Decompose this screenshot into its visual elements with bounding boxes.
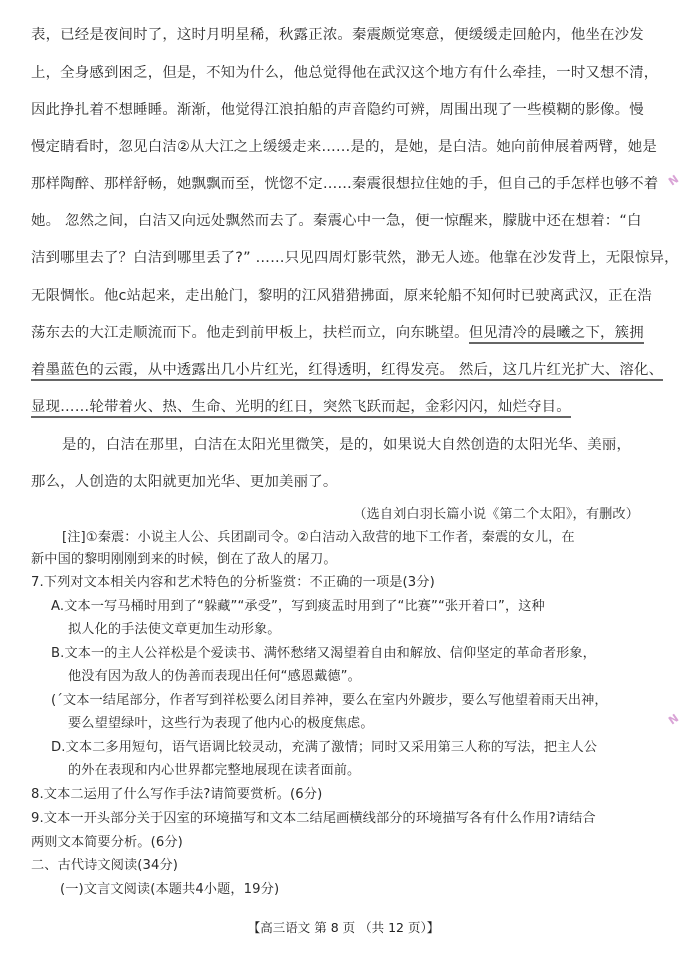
question-9-cont: 两则文本简要分析。(6分) — [31, 835, 183, 850]
option-d: D.文本二多用短句，语气语调比较灵动，充满了激情；同时又采用第三人称的写法，把主人公 — [51, 740, 598, 755]
option-c-cont: 要么望望绿叶，这些行为表现了他内心的极度焦虑。 — [68, 716, 374, 731]
option-b-cont: 他没有因为敌人的伪善而表现出任何“感恩戴德”。 — [68, 669, 361, 684]
watermark-mark: N — [666, 172, 682, 189]
passage-line — [31, 398, 571, 416]
footnote-line: [注]①秦震：小说主人公、兵团副司令。②白洁动入敌营的地下工作者，秦震的女儿，在 — [62, 530, 575, 545]
source-attribution: （选自刘白羽长篇小说《第二个太阳》，有删改） — [353, 507, 639, 522]
underlined-passage: 着墨蓝色的云霞，从中透露出几小片红光，红得透明，红得发亮。 然后，这几片红光扩大、溶化、 — [31, 362, 663, 381]
option-c: (´文本一结尾部分，作者写到祥松要么闭目养神，要么在室内外踱步，要么写他望着雨天出神， — [51, 693, 608, 708]
passage-line: 表，已经是夜间时了，这时月明星稀，秋露正浓。秦震颇觉寒意，便缓缓走回舱内，他坐在沙发 — [31, 27, 644, 43]
option-b: B.文本一的主人公祥松是个爱读书、满怀愁绪又渴望着自由和解放、信仰坚定的革命者形象， — [51, 646, 596, 661]
passage-line: 她。 忽然之间，白洁又向远处飘然而去了。秦震心中一急，便一惊醒来，朦胧中还在想着：“白 — [31, 213, 642, 229]
watermark-mark: N — [666, 711, 682, 728]
question-7-stem: 7.下列对文本相关内容和艺术特色的分析鉴赏：不正确的一项是(3分) — [31, 575, 435, 590]
passage-line: 无限惆怅。他c站起来，走出舱门，黎明的江风猎猎拂面，原来轮船不知何时已驶离武汉，正在浩 — [31, 288, 652, 304]
question-8: 8.文本二运用了什么写作手法?请简要赏析。(6分) — [31, 787, 323, 802]
passage-line: 上，全身感到困乏，但是，不知为什么，他总觉得他在武汉这个地方有什么牵挂，一时又想不清， — [31, 65, 659, 81]
passage-line: 因此挣扎着不想睡睡。渐渐，他觉得江浪拍船的声音隐约可辨，周围出现了一些模糊的影像。慢 — [31, 102, 644, 118]
option-d-cont: 的外在表现和内心世界都完整地展现在读者面前。 — [68, 763, 361, 778]
passage-line: 那么，人创造的太阳就更加光华、更加美丽了。 — [31, 474, 338, 490]
footnote-line: 新中国的黎明刚刚到来的时候，倒在了敌人的屠刀。 — [31, 552, 337, 567]
passage-line: 是的，白洁在那里，白洁在太阳光里微笑，是的，如果说大自然创造的太阳光华、美丽， — [62, 437, 632, 453]
question-9: 9.文本一开头部分关于囚室的环境描写和文本二结尾画横线部分的环境描写各有什么作用?请结合 — [31, 811, 596, 826]
option-a-cont: 拟人化的手法使文章更加生动形象。 — [68, 622, 281, 637]
page-footer: 【高三语文 第 8 页 （共 12 页）】 — [247, 920, 440, 935]
underlined-passage: 显现……轮带着火、热、生命、光明的红日，突然飞跃而起，金彩闪闪，灿烂夺目。 — [31, 399, 571, 418]
section-title: 二、古代诗文阅读(34分) — [31, 858, 179, 873]
passage-line: 那样陶醉、那样舒畅，她飘飘而至，恍惚不定……秦震很想拉住她的手，但自己的手怎样也够不着 — [31, 176, 659, 192]
passage-line — [31, 324, 644, 342]
underlined-passage: 但见清冷的晨曦之下，簇拥 — [469, 325, 644, 344]
option-a: A.文本一写马桶时用到了“躲藏”“承受”，写到痰盂时用到了“比赛”“张开着口”，这种 — [51, 599, 545, 614]
passage-line — [31, 361, 663, 379]
passage-text: 荡东去的大江走顺流而下。他走到前甲板上，扶栏而立，向东眺望。 — [31, 325, 469, 341]
section-subtitle: (一)文言文阅读(本题共4小题，19分) — [60, 882, 280, 897]
passage-line: 慢定睛看时，忽见白洁②从大江之上缓缓走来……是的，是她，是白洁。她向前伸展着两臂，她是 — [31, 139, 657, 155]
passage-line: 洁到哪里去了？白洁到哪里丢了?” ……只见四周灯影茕然，渺无人迹。他靠在沙发背上，无限惊异， — [31, 250, 679, 266]
